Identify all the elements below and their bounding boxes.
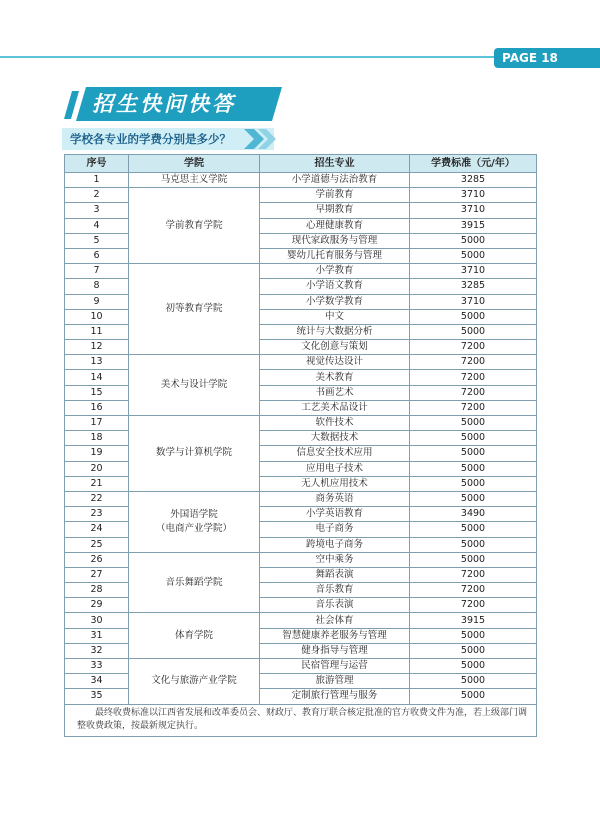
row-major: 小学语文教育	[260, 279, 410, 294]
row-no: 34	[65, 674, 129, 689]
row-major: 心理健康教育	[260, 218, 410, 233]
row-fee: 7200	[410, 400, 537, 415]
row-no: 27	[65, 567, 129, 582]
college-cell: 文化与旅游产业学院	[129, 659, 260, 705]
row-fee: 5000	[410, 416, 537, 431]
row-fee: 5000	[410, 431, 537, 446]
row-no: 23	[65, 507, 129, 522]
table-row	[65, 173, 537, 188]
row-major: 早期教育	[260, 203, 410, 218]
row-major: 健身指导与管理	[260, 643, 410, 658]
table-row	[65, 264, 537, 279]
row-fee: 3285	[410, 173, 537, 188]
row-no: 9	[65, 294, 129, 309]
header-fee: 学费标准（元/年）	[410, 155, 537, 173]
row-major: 无人机应用技术	[260, 476, 410, 491]
row-major: 社会体育	[260, 613, 410, 628]
college-cell	[129, 491, 260, 552]
row-no: 17	[65, 416, 129, 431]
row-fee: 3285	[410, 279, 537, 294]
row-fee: 5000	[410, 324, 537, 339]
row-fee: 7200	[410, 583, 537, 598]
row-fee: 3710	[410, 294, 537, 309]
header-major: 招生专业	[260, 155, 410, 173]
row-fee: 7200	[410, 598, 537, 613]
row-no: 14	[65, 370, 129, 385]
college-cell: 初等教育学院	[129, 264, 260, 355]
row-major: 文化创意与策划	[260, 340, 410, 355]
table-row	[65, 355, 537, 370]
row-fee: 3490	[410, 507, 537, 522]
row-fee: 7200	[410, 355, 537, 370]
row-no: 12	[65, 340, 129, 355]
row-fee: 5000	[410, 628, 537, 643]
row-major: 音乐教育	[260, 583, 410, 598]
row-no: 8	[65, 279, 129, 294]
row-major: 中文	[260, 309, 410, 324]
row-no: 10	[65, 309, 129, 324]
row-fee: 7200	[410, 370, 537, 385]
row-no: 19	[65, 446, 129, 461]
row-fee: 5000	[410, 674, 537, 689]
table-row	[65, 613, 537, 628]
table-header-row	[65, 155, 537, 173]
row-fee: 3710	[410, 264, 537, 279]
row-no: 30	[65, 613, 129, 628]
row-major: 定制旅行管理与服务	[260, 689, 410, 704]
row-no: 35	[65, 689, 129, 704]
row-major: 大数据技术	[260, 431, 410, 446]
row-no: 16	[65, 400, 129, 415]
row-major: 视觉传达设计	[260, 355, 410, 370]
row-major: 音乐表演	[260, 598, 410, 613]
row-fee: 5000	[410, 446, 537, 461]
row-major: 商务英语	[260, 491, 410, 506]
table-row	[65, 659, 537, 674]
college-subname: （电商产业学院）	[155, 522, 232, 534]
row-major: 书画艺术	[260, 385, 410, 400]
row-fee: 5000	[410, 309, 537, 324]
row-fee: 5000	[410, 643, 537, 658]
row-major: 电子商务	[260, 522, 410, 537]
row-no: 24	[65, 522, 129, 537]
college-cell: 美术与设计学院	[129, 355, 260, 416]
row-no: 31	[65, 628, 129, 643]
college-cell: 体育学院	[129, 613, 260, 659]
header-rule	[0, 56, 494, 58]
header-college: 学院	[129, 155, 260, 173]
row-no: 3	[65, 203, 129, 218]
row-fee: 7200	[410, 340, 537, 355]
row-major: 学前教育	[260, 188, 410, 203]
table-row	[65, 491, 537, 506]
row-no: 1	[65, 173, 129, 188]
table-row	[65, 552, 537, 567]
row-major: 小学数学教育	[260, 294, 410, 309]
chevron-right-icon	[244, 129, 280, 149]
row-no: 4	[65, 218, 129, 233]
row-no: 26	[65, 552, 129, 567]
college-cell: 学前教育学院	[129, 188, 260, 264]
row-fee: 5000	[410, 461, 537, 476]
row-no: 15	[65, 385, 129, 400]
row-fee: 5000	[410, 233, 537, 248]
college-cell: 数学与计算机学院	[129, 416, 260, 492]
row-major: 应用电子技术	[260, 461, 410, 476]
row-major: 统计与大数据分析	[260, 324, 410, 339]
row-fee: 5000	[410, 248, 537, 263]
row-fee: 5000	[410, 476, 537, 491]
college-name: 外国语学院	[170, 508, 218, 520]
row-fee: 3710	[410, 203, 537, 218]
row-no: 5	[65, 233, 129, 248]
row-major: 旅游管理	[260, 674, 410, 689]
row-fee: 3915	[410, 218, 537, 233]
row-fee: 7200	[410, 567, 537, 582]
row-fee: 3915	[410, 613, 537, 628]
row-major: 婴幼儿托育服务与管理	[260, 248, 410, 263]
college-cell: 音乐舞蹈学院	[129, 552, 260, 613]
row-major: 民宿管理与运营	[260, 659, 410, 674]
row-major: 小学道德与法治教育	[260, 173, 410, 188]
row-major: 跨境电子商务	[260, 537, 410, 552]
row-fee: 3710	[410, 188, 537, 203]
row-no: 20	[65, 461, 129, 476]
row-no: 21	[65, 476, 129, 491]
table-row	[65, 188, 537, 203]
row-fee: 7200	[410, 385, 537, 400]
row-fee: 5000	[410, 537, 537, 552]
row-no: 29	[65, 598, 129, 613]
page-number-tab: PAGE 18	[494, 48, 600, 68]
row-no: 22	[65, 491, 129, 506]
row-fee: 5000	[410, 522, 537, 537]
row-fee: 5000	[410, 491, 537, 506]
college-cell: 马克思主义学院	[129, 173, 260, 188]
row-no: 32	[65, 643, 129, 658]
row-major: 现代家政服务与管理	[260, 233, 410, 248]
row-no: 33	[65, 659, 129, 674]
tuition-table	[64, 154, 537, 737]
row-major: 空中乘务	[260, 552, 410, 567]
row-no: 7	[65, 264, 129, 279]
question-heading: 学校各专业的学费分别是多少？	[62, 128, 274, 150]
row-fee: 5000	[410, 689, 537, 704]
note-row	[65, 704, 537, 736]
section-banner	[62, 85, 282, 123]
row-major: 舞蹈表演	[260, 567, 410, 582]
header-no: 序号	[65, 155, 129, 173]
row-no: 13	[65, 355, 129, 370]
row-major: 小学英语教育	[260, 507, 410, 522]
row-major: 小学教育	[260, 264, 410, 279]
row-no: 2	[65, 188, 129, 203]
row-major: 软件技术	[260, 416, 410, 431]
row-major: 智慧健康养老服务与管理	[260, 628, 410, 643]
fee-note: 最终收费标准以江西省发展和改革委员会、财政厅、教育厅联合核定批准的官方收费文件为准，若上级部门调整收费政策，按最新规定执行。	[65, 704, 537, 736]
banner-title: 招生快问快答	[92, 92, 236, 116]
row-fee: 5000	[410, 659, 537, 674]
row-fee: 5000	[410, 552, 537, 567]
row-no: 28	[65, 583, 129, 598]
row-major: 美术教育	[260, 370, 410, 385]
row-major: 工艺美术品设计	[260, 400, 410, 415]
table-row	[65, 416, 537, 431]
row-no: 18	[65, 431, 129, 446]
row-no: 6	[65, 248, 129, 263]
row-no: 25	[65, 537, 129, 552]
row-no: 11	[65, 324, 129, 339]
row-major: 信息安全技术应用	[260, 446, 410, 461]
